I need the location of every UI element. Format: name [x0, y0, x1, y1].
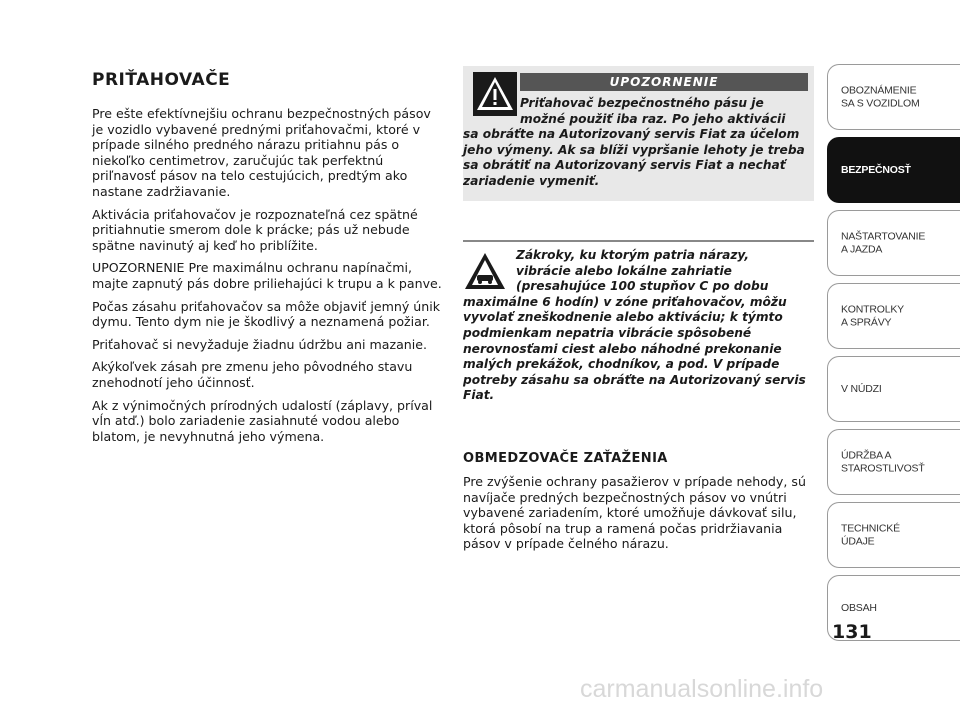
- tab-oboznamenie[interactable]: [827, 64, 960, 130]
- tab-label: BEZPEČNOSŤ: [841, 163, 911, 176]
- paragraph: Akýkoľvek zásah pre zmenu jeho pôvodného stavu znehodnotí jeho účinnosť.: [92, 359, 413, 390]
- tab-label: ÚDRŽBA A STAROSTLIVOSŤ: [841, 449, 925, 474]
- warning-line: Priťahovač bezpečnostného pásu je: [520, 96, 764, 110]
- note-line: vibrácie alebo lokálne zahriatie: [516, 263, 732, 278]
- section-title-load-limiters: OBMEDZOVAČE ZAŤAŽENIA: [463, 451, 668, 466]
- note-line: (presahujúce 100 stupňov C po dobu: [516, 279, 769, 294]
- paragraph: UPOZORNENIE Pre maximálnu ochranu napínačmi, majte zapnutý pás dobre priliehajúci k trupu a k panve.: [92, 260, 442, 291]
- tab-label: OBSAH: [841, 601, 877, 614]
- paragraph: Priťahovač si nevyžaduje žiadnu údržbu ani mazanie.: [92, 336, 428, 352]
- tab-label: V NÚDZI: [841, 382, 882, 395]
- tab-nastartovanie[interactable]: [827, 210, 960, 276]
- tab-bezpecnost[interactable]: [827, 137, 960, 203]
- tab-v-nudzi[interactable]: [827, 356, 960, 422]
- tab-label: NAŠTARTOVANIE A JAZDA: [841, 230, 926, 255]
- page-number: 131: [832, 621, 872, 643]
- divider: [463, 240, 814, 242]
- section-title-pretensioners: PRIŤAHOVAČE: [92, 70, 231, 90]
- load-limiters-body: [463, 474, 815, 552]
- warning-text: [463, 96, 811, 190]
- tab-label: KONTROLKY A SPRÁVY: [841, 303, 904, 328]
- tab-label: TECHNICKÉ ÚDAJE: [841, 522, 900, 547]
- warning-line: možné použiť iba raz. Po jeho aktivácii: [520, 111, 786, 126]
- paragraph: Pre zvýšenie ochrany pasažierov v prípade nehody, sú navíjače predných bezpečnostných pásov vo vnútri vybavené zariadením, ktoré umožňuje dávkovať silu, ktorá pôsobí na trup a ramená počas pridržiavania pásov v prípade čelného nárazu.: [463, 474, 806, 552]
- paragraph: Aktivácia priťahovačov je rozpoznateľná cez spätné pritiahnutie smerom dole k prácke; pás už nebude spätne navinutý aj keď ho priblížite.: [92, 206, 418, 253]
- pretensioners-body: [92, 106, 442, 451]
- tab-technicke-udaje[interactable]: [827, 502, 960, 568]
- paragraph: Pre ešte efektívnejšiu ochranu bezpečnostných pásov je vozidlo vybavené prednými priťahovačmi, ktoré v prípade silného predného nárazu pritiahnu pás o niekoľko centimetrov, zaručujúc tak perfektnú priľnavosť pásov na telo cestujúcich, predtým ako nastane zadržiavanie.: [92, 106, 431, 199]
- tab-label: OBOZNÁMENIE SA S VOZIDLOM: [841, 84, 920, 109]
- watermark: carmanualsonline.info: [580, 675, 824, 703]
- warning-rest: sa obráťte na Autorizovaný servis Fiat za účelom jeho výmeny. Ak sa blíži vypršanie lehoty je treba sa obrátiť na Autorizovaný servis Fiat a nechať zariadenie vymeniť.: [463, 127, 805, 188]
- note-rest: maximálne 6 hodín) v zóne priťahovačov, môžu vyvolať zneškodnenie alebo aktiváciu; k týmto podmienkam nepatria vibrácie spôsobené nerovnosťami ciest alebo náhodné prekonanie malých prekážok, chodníkov, a pod. V prípade potreby zásahu sa obráťte na Autorizovaný servis Fiat.: [463, 294, 806, 403]
- warning-header: UPOZORNENIE: [520, 73, 808, 91]
- note-line: Zákroky, ku ktorým patria nárazy,: [516, 248, 750, 262]
- warning-box: [463, 66, 814, 201]
- paragraph: Počas zásahu priťahovačov sa môže objaviť jemný únik dymu. Tento dym nie je škodlivý a neznamená požiar.: [92, 298, 441, 330]
- tab-kontrolky[interactable]: [827, 283, 960, 349]
- paragraph: Ak z výnimočných prírodných udalostí (záplavy, príval vĺn atď.) bolo zariadenie zasiahnuté vodou alebo blatom, je nevyhnutná jeho výmena.: [92, 397, 433, 444]
- note-text: [463, 248, 813, 404]
- tab-udrzba[interactable]: [827, 429, 960, 495]
